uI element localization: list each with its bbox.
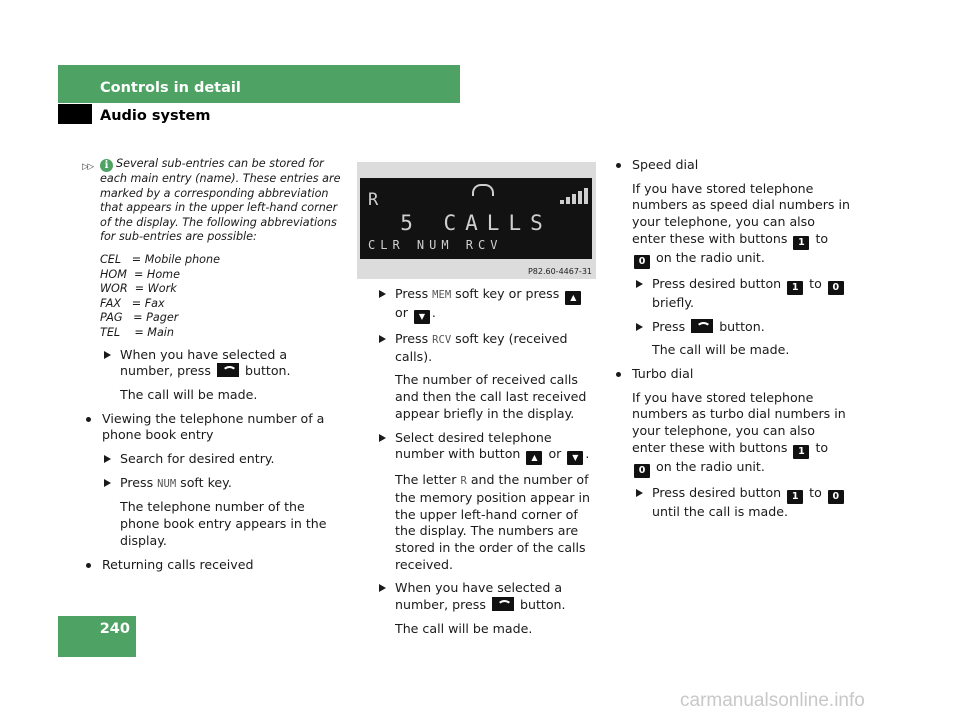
down-button-icon: ▼ [567,451,583,465]
step-text: button. [719,318,765,334]
step-text: Press [395,286,429,301]
bullet [82,411,344,444]
button-0-icon: 0 [828,281,844,295]
button-0-icon: 0 [828,490,844,504]
step [632,485,852,521]
bullet-icon [616,163,621,168]
bullet-icon [86,563,91,568]
bullet-text: Speed dial [632,157,699,172]
phone-icon [472,184,494,196]
arrow-icon [636,489,643,497]
step-text: Press [120,474,154,490]
abbreviation: PAG = Pager [100,311,179,325]
paragraph [612,390,852,478]
paragraph-text: on the radio unit. [656,458,765,474]
step-text: soft key or press [455,286,560,301]
result-text-part: The letter [395,472,457,488]
down-button-icon: ▼ [414,310,430,324]
step-text: soft key. [180,474,232,490]
step-text: soft key (received calls). [395,331,568,364]
paragraph-text: to [815,439,829,455]
step [375,580,597,613]
button-0-icon: 0 [634,255,650,269]
soft-key-label: RCV [432,334,452,346]
note-text: Several sub-entries can be stored for each main entry (name). These entries are marked by a corresponding abbreviation that appears in the upper left-hand corner of the display. The following abbreviations for sub-entries are possible: [100,157,341,244]
result-text: The telephone number of the phone book entry appears in the display. [120,499,327,548]
step-text: Press desired button [652,275,782,291]
step [100,475,344,493]
column-3 [612,157,852,520]
bullet [612,157,852,174]
step: Select desired telephone number with button ▲ or ▼ . [375,430,597,466]
step-text: When you have selected a number, press [120,346,288,379]
step-text: Select desired telephone number with button [395,429,552,462]
step: Press MEM soft key or press ▲ or ▼ . [375,286,597,324]
subsection-title: Audio system [100,108,211,124]
paragraph-text: If you have stored telephone numbers as speed dial numbers in your telephone, you can also enter these with buttons [632,180,850,246]
step-text: Search for desired entry. [120,451,275,467]
display-indicator: R [368,190,379,210]
paragraph [612,181,852,269]
phone-button-icon [217,363,239,377]
info-icon: i [100,159,113,172]
col1-body [82,347,344,574]
bullet [82,557,344,574]
display-main-text: 5 CALLS [400,211,552,235]
arrow-icon [379,290,386,298]
step-text: or [395,305,408,320]
page-number: 240 [99,621,130,637]
arrow-icon [379,335,386,343]
section-title: Controls in detail [100,80,241,96]
button-1-icon: 1 [787,281,803,295]
arrow-icon [104,479,111,487]
result-text-part: and the number of the memory position appear in the upper left-hand corner of the display. The numbers are stored in the order of the calls received. [395,472,591,572]
result-text: The call will be made. [652,342,790,358]
paragraph-text: to [815,230,829,246]
arrow-icon [636,323,643,331]
display-image [357,162,596,279]
button-0-icon: 0 [634,464,650,478]
arrow-icon [379,434,386,442]
result-text: The number of received calls and then the call last received appear briefly in the display. [395,372,587,421]
step-text: Press desired button [652,484,782,500]
display-soft-keys: CLR NUM RCV [368,238,503,252]
lcd-screen [360,178,592,259]
arrow-icon [636,280,643,288]
step-text: to [809,484,822,500]
up-button-icon: ▲ [565,291,581,305]
abbreviation: WOR = Work [100,282,177,296]
step-text: until the call is made. [652,503,789,519]
bullet-icon [86,417,91,422]
step [100,347,344,380]
step-text: or [548,446,562,462]
phone-button-icon [691,319,713,333]
button-1-icon: 1 [787,490,803,504]
step-text: briefly. [652,294,695,310]
arrow-icon [104,351,111,359]
step [375,331,597,365]
column-1 [82,157,344,573]
button-1-icon: 1 [793,236,809,250]
display-letter: R [460,475,467,488]
continuation-marker: ▷▷ [82,162,94,172]
result-text: The call will be made. [120,386,258,402]
bullet-text: Returning calls received [102,556,254,572]
info-note [82,157,344,245]
button-1-icon: 1 [793,445,809,459]
abbreviation: TEL = Main [100,325,174,339]
abbreviation: HOM = Home [100,267,180,281]
phone-button-icon [492,597,514,611]
soft-key-label: NUM [157,477,177,490]
arrow-icon [379,584,386,592]
col3-steps-1 [612,276,852,359]
image-reference: P82.60-4467-31 [527,267,592,276]
paragraph-text: on the radio unit. [656,249,765,265]
bullet-icon [616,372,621,377]
abbreviation: FAX = Fax [100,296,165,310]
arrow-icon [104,455,111,463]
step-text: Press [395,331,429,346]
result-text [375,472,597,573]
up-button-icon: ▲ [526,451,542,465]
bullet-text: Turbo dial [632,365,694,381]
step-text: When you have selected a number, press [395,580,563,613]
abbreviation-list [82,253,344,341]
bullet [612,366,852,383]
step [632,276,852,312]
step-text: to [809,275,822,291]
step [100,451,344,468]
watermark[interactable]: carmanualsonline.info [680,690,865,711]
abbreviation: CEL = Mobile phone [100,252,220,266]
soft-key-label: MEM [432,289,452,301]
result-text: The call will be made. [395,620,533,636]
step-text: button. [519,597,566,613]
header-block [58,104,92,124]
col3-steps-2 [612,485,852,521]
step [632,319,852,336]
step-text: button. [244,363,291,379]
bullet-text: Viewing the telephone number of a phone book entry [102,410,325,443]
step-text: Press [652,318,686,334]
column-2 [375,286,597,638]
paragraph-text: If you have stored telephone numbers as turbo dial numbers in your telephone, you can also enter these with buttons [632,389,846,455]
